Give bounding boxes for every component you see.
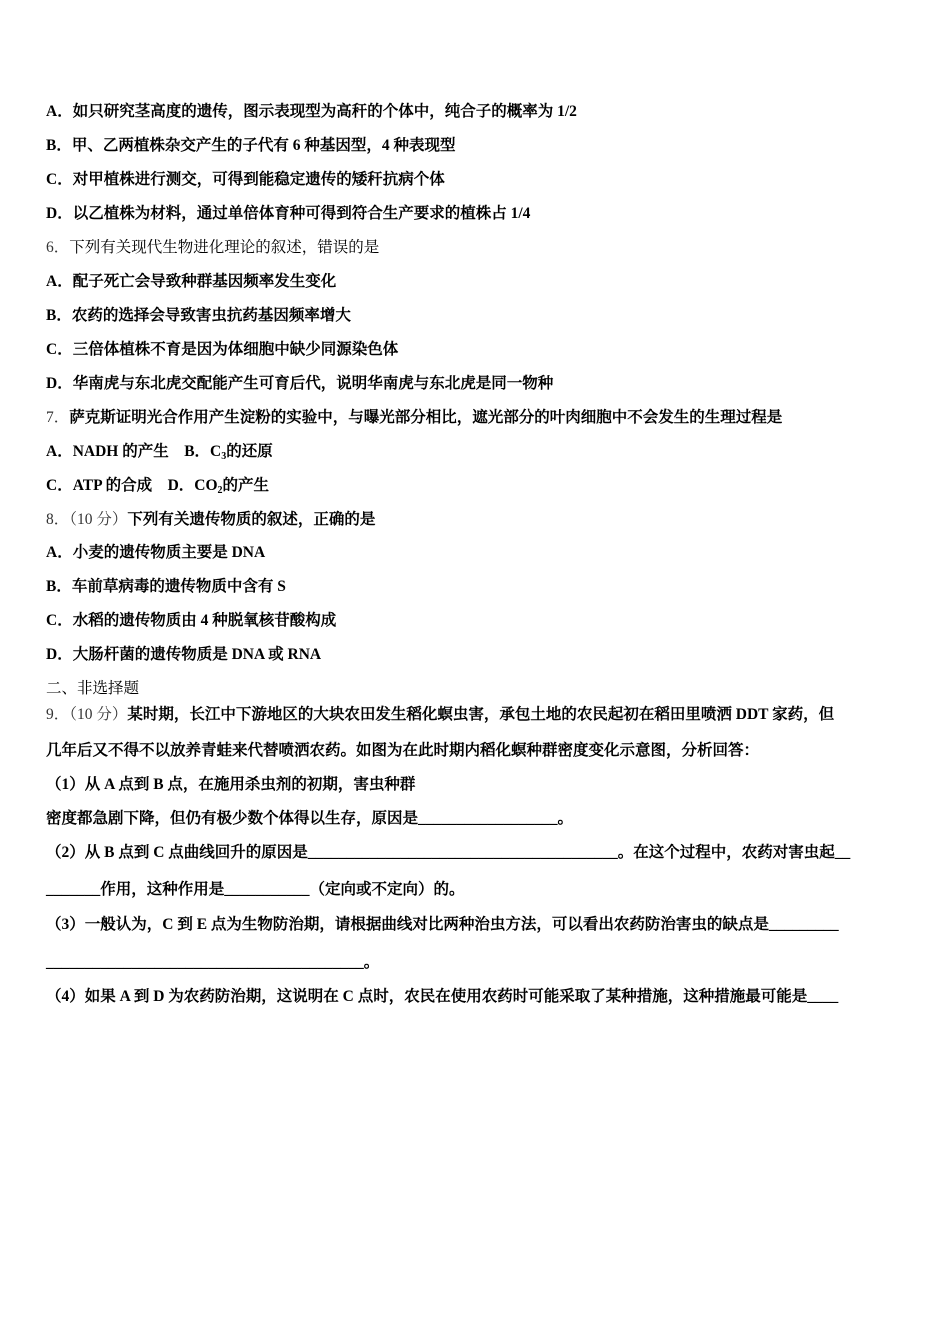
question-number: 6． (46, 239, 70, 256)
q6-option-d: D．华南虎与东北虎交配能产生可育后代，说明华南虎与东北虎是同一物种 (46, 375, 554, 392)
q9-sub3-line-1: （3）一般认为，C 到 E 点为生物防治期，请根据曲线对比两种治虫方法，可以看出农药防治害虫的缺点是_________ (46, 916, 839, 933)
q6-option-b: B．农药的选择会导致害虫抗药基因频率增大 (46, 307, 351, 324)
q9-sub1-line-1: （1）从 A 点到 B 点，在施用杀虫剂的初期，害虫种群 (46, 776, 416, 793)
q7-option-d-text-end: 的产生 (222, 477, 270, 494)
q8-option-b: B．车前草病毒的遗传物质中含有 S (46, 578, 286, 595)
q7-options-cd (46, 476, 269, 496)
q7-option-b-text-end: 的还原 (226, 443, 273, 460)
subscript: 2 (217, 485, 223, 496)
q8-option-c: C．水稻的遗传物质由 4 种脱氧核苷酸构成 (46, 612, 337, 629)
q9-sub4-line-1: （4）如果 A 到 D 为农药防治期，这说明在 C 点时，农民在使用农药时可能采取了某种措施，这种措施最可能是____ (46, 988, 839, 1005)
q5-option-a: A．如只研究茎高度的遗传，图示表现型为高秆的个体中，纯合子的概率为 1/2 (46, 103, 577, 120)
q7-option-b (184, 443, 273, 460)
q9-line-1 (46, 705, 834, 725)
q9-line-2: 几年后又不得不以放养青蛙来代替喷洒农药。如图为在此时期内稻化螟种群密度变化示意图，分析回答： (46, 742, 760, 759)
q8-stem (46, 510, 375, 530)
q7-option-c: C．ATP 的合成 (46, 477, 153, 494)
q5-option-b: B．甲、乙两植株杂交产生的子代有 6 种基因型，4 种表现型 (46, 137, 456, 154)
question-number: 8．（10 分） (46, 511, 128, 528)
question-text: 某时期，长江中下游地区的大块农田发生稻化螟虫害，承包土地的农民起初在稻田里喷洒 DDT 家药，但 (127, 706, 835, 723)
section-heading: 二、非选择题 (46, 680, 140, 697)
q9-sub2-line-2: _______作用，这种作用是___________（定向或不定向）的。 (46, 881, 465, 898)
q6-stem (46, 238, 379, 258)
q9-sub1-line-2: 密度都急剧下降，但仍有极少数个体得以生存，原因是__________________。 (46, 810, 574, 827)
q8-option-a: A．小麦的遗传物质主要是 DNA (46, 544, 266, 561)
q5-option-c: C．对甲植株进行测交，可得到能稳定遗传的矮秆抗病个体 (46, 171, 445, 188)
q7-stem (46, 408, 782, 428)
q6-option-a: A．配子死亡会导致种群基因频率发生变化 (46, 273, 337, 290)
question-text: 下列有关现代生物进化理论的叙述，错误的是 (69, 239, 380, 256)
q7-option-a: A．NADH 的产生 (46, 443, 169, 460)
q9-sub2-line-1: （2）从 B 点到 C 点曲线回升的原因是________________________________________。在这个过程中，农药对害虫起__ (46, 844, 851, 861)
subscript: 3 (221, 451, 227, 462)
q6-option-c: C．三倍体植株不育是因为体细胞中缺少同源染色体 (46, 341, 399, 358)
q7-option-d (168, 477, 269, 494)
q9-sub3-line-2: _________________________________________。 (46, 954, 380, 971)
question-text: 下列有关遗传物质的叙述，正确的是 (127, 511, 376, 528)
q7-options-ab (46, 442, 273, 462)
q5-option-d: D．以乙植株为材料，通过单倍体育种可得到符合生产要求的植株占 1/4 (46, 205, 531, 222)
q7-option-b-text: B．C (184, 443, 222, 460)
q7-option-d-text: D．CO (167, 477, 218, 494)
question-number: 9．（10 分） (46, 706, 128, 723)
question-number: 7． (46, 409, 70, 426)
q8-option-d: D．大肠杆菌的遗传物质是 DNA 或 RNA (46, 646, 322, 663)
question-text: 萨克斯证明光合作用产生淀粉的实验中，与曝光部分相比，遮光部分的叶肉细胞中不会发生的生理过程是 (69, 409, 783, 426)
